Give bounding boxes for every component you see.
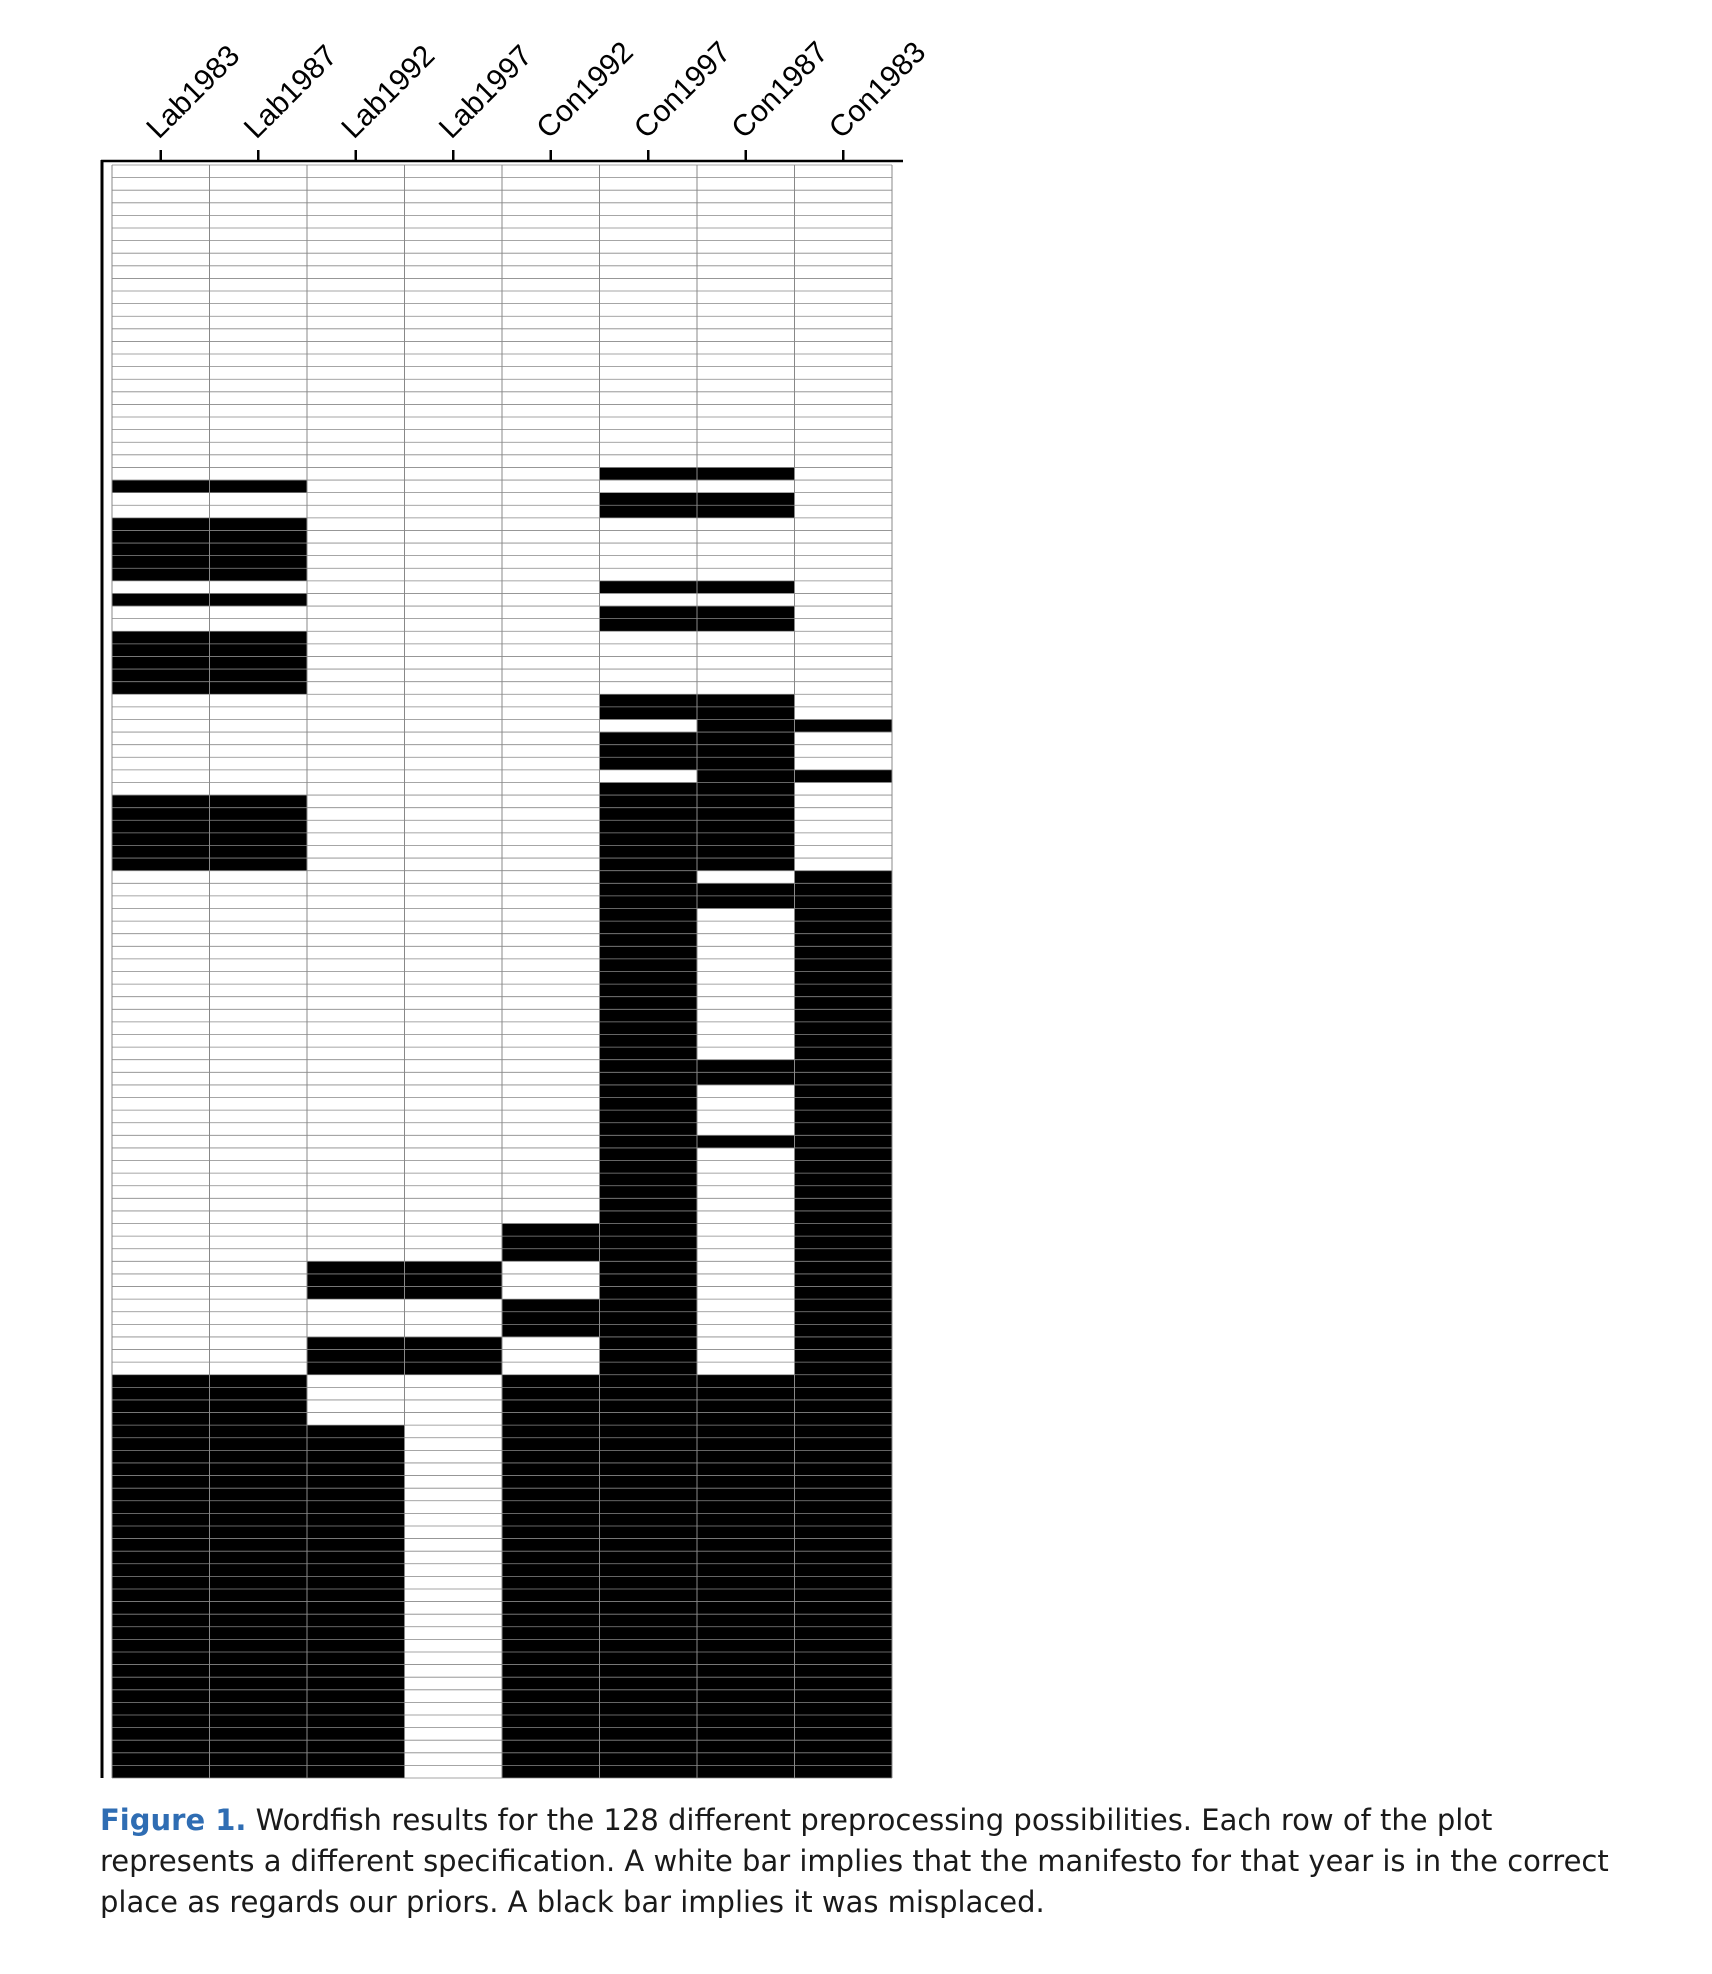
- column-label-lab1992: Lab1992: [335, 39, 442, 145]
- misplaced-block-lab1997: [405, 1337, 503, 1375]
- column-ticks: [161, 150, 844, 161]
- misplaced-block-lab1987: [210, 480, 308, 493]
- column-label-con1992: Con1992: [530, 35, 640, 145]
- misplaced-block-lab1983: [112, 480, 210, 493]
- figure-label: Figure 1.: [100, 1803, 247, 1837]
- column-label-lab1987: Lab1987: [237, 39, 344, 145]
- column-label-lab1997: Lab1997: [432, 39, 539, 145]
- column-label-con1997: Con1997: [627, 35, 738, 145]
- misplaced-block-lab1992: [307, 1337, 405, 1375]
- misplaced-block-lab1987: [210, 518, 308, 581]
- misplaced-block-lab1983: [112, 518, 210, 581]
- column-labels: [140, 36, 932, 145]
- column-label-con1987: Con1987: [725, 35, 835, 145]
- column-label-con1983: Con1983: [822, 35, 933, 145]
- misplaced-block-con1987: [697, 581, 795, 594]
- misplaced-block-con1997: [600, 782, 698, 1778]
- misplaced-block-con1997: [600, 732, 698, 770]
- misplaced-block-lab1992: [307, 1261, 405, 1299]
- misplaced-block-lab1987: [210, 631, 308, 694]
- misplaced-block-lab1987: [210, 593, 308, 606]
- misplaced-block-con1983: [795, 719, 893, 732]
- misplaced-block-con1992: [502, 1299, 600, 1337]
- figure-caption: [100, 1800, 1640, 1923]
- misplaced-block-con1987: [697, 467, 795, 480]
- misplaced-block-con1983: [795, 770, 893, 783]
- misplaced-block-lab1983: [112, 631, 210, 694]
- figure-caption-text: Wordfish results for the 128 different preprocessing possibilities. Each row of the plot represents a different specification. A white bar implies that the manifesto for that year is in the correct place as regards our priors. A black bar implies it was misplaced.: [100, 1803, 1609, 1919]
- misplaced-block-con1987: [697, 1135, 795, 1148]
- misplaced-block-con1997: [600, 467, 698, 480]
- misplaced-block-con1992: [502, 1224, 600, 1262]
- misplaced-block-con1997: [600, 581, 698, 594]
- column-label-lab1983: Lab1983: [140, 39, 247, 145]
- misplaced-block-lab1983: [112, 593, 210, 606]
- misplaced-block-lab1997: [405, 1261, 503, 1299]
